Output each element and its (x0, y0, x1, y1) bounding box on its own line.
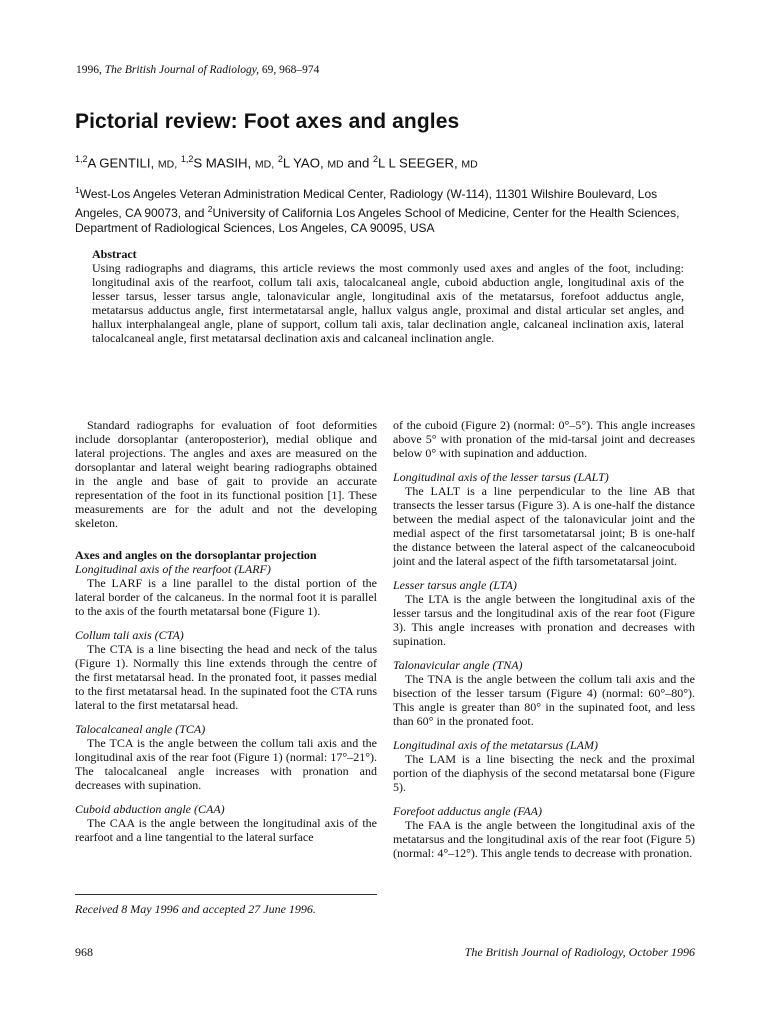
author-degree: MD (327, 158, 344, 171)
affiliations (75, 183, 695, 236)
paragraph: The FAA is the angle between the longitudinal axis of the metatarsus and the longitudinal axis of the rear foot (Figure 5) (normal: 4°–12°). This angle tends to decrease with pronation. (393, 818, 695, 860)
author-sup: 2 (277, 154, 283, 164)
citation-line (76, 64, 319, 76)
author-name: L YAO, (282, 155, 324, 171)
affiliation-text: West-Los Angeles Veteran Administration Medical Center, Radiology (W-114), 11301 Wilshire Boulevard, Los Angeles, CA 90073, and (75, 187, 658, 220)
citation-journal: The British Journal of Radiology, (104, 64, 260, 76)
paragraph: The CTA is a line bisecting the head and neck of the talus (Figure 1). Normally this line extends through the centre of the first metatarsal head. In the pronated foot, it passes medial to the first metatarsal head. In the supinated foot the CTA runs lateral to the first metatarsal head. (75, 642, 377, 712)
subsection-heading: Longitudinal axis of the metatarsus (LAM) (393, 738, 598, 752)
author-degree: MD, (254, 158, 275, 171)
subsection-heading: Collum tali axis (CTA) (75, 628, 184, 642)
paragraph: The LAM is a line bisecting the neck and the proximal portion of the diaphysis of the second metatarsal bone (Figure 5). (393, 752, 695, 794)
author-sup: 1,2 (75, 154, 88, 164)
subsection-heading: Lesser tarsus angle (LTA) (393, 578, 517, 592)
received-date: Received 8 May 1996 and accepted 27 June 1996. (75, 902, 316, 916)
subsection-heading: Cuboid abduction angle (CAA) (75, 802, 225, 816)
abstract-text: Using radiographs and diagrams, this article reviews the most commonly used axes and angles of the foot, including: longitudinal axis of the rearfoot, collum tali axis, talocalcaneal angle, cuboid abduction angle, longitudinal axis of the lesser tarsus, lesser tarsus angle, talonavicular angle, longitudinal axis of the metatarsus, forefoot adductus angle, metatarsus adductus angle, first intermetatarsal angle, hallux valgus angle, proximal and distal articular set angles, and hallux interphalangeal angle, plane of support, collum tali axis, talar declination angle, calcaneal inclination axis, lateral talocalcaneal angle, first metatarsal declination axis and calcaneal inclination angle. (92, 261, 684, 345)
subsection-heading: Forefoot adductus angle (FAA) (393, 804, 542, 818)
left-column (75, 418, 377, 844)
citation-volume: 69, 968–974 (261, 64, 320, 76)
subsection-heading: Longitudinal axis of the lesser tarsus (LALT) (393, 470, 609, 484)
paragraph: The TCA is the angle between the collum tali axis and the longitudinal axis of the rear foot (Figure 1) (normal: 17°–21°). The talocalcaneal angle increases with pronation and decreases with supination. (75, 736, 377, 792)
subsection-heading: Longitudinal axis of the rearfoot (LARF) (75, 562, 271, 576)
paragraph: The CAA is the angle between the longitudinal axis of the rearfoot and a line tangential to the lateral surface (75, 816, 377, 844)
paragraph: The LARF is a line parallel to the distal portion of the lateral border of the calcaneus. In the normal foot it is parallel to the axis of the fourth metatarsal bone (Figure 1). (75, 576, 377, 618)
section-heading: Axes and angles on the dorsoplantar projection (75, 548, 317, 562)
author-name: S MASIH, (193, 155, 252, 171)
footnote-divider (75, 894, 377, 895)
paragraph: The LTA is the angle between the longitudinal axis of the lesser tarsus and the longitudinal axis of the rear foot (Figure 3). This angle increases with pronation and decreases with supination. (393, 592, 695, 648)
intro-paragraph: Standard radiographs for evaluation of foot deformities include dorsoplantar (anteroposterior), medial oblique and lateral projections. The angles and axes are measured on the dorsoplantar and lateral weight bearing radiographs obtained in the angle and base of gait to provide an accurate representation of the foot in its functional position [1]. These measurements are for the adult and not the developing skeleton. (75, 418, 377, 530)
author-line (75, 154, 478, 170)
paragraph: The TNA is the angle between the collum tali axis and the bisection of the lesser tarsum (Figure 4) (normal: 60°–80°). This angle is greater than 80° in the supinated foot, and less than 60° in the pronated foot. (393, 672, 695, 728)
affiliation-text: University of California Los Angeles School of Medicine, Center for the Health Sciences, Department of Radiological Sciences, Los Angeles, CA 90095, USA (75, 206, 680, 235)
author-sup: 2 (373, 154, 379, 164)
author-sup: 1,2 (180, 154, 194, 164)
abstract (92, 247, 684, 345)
paragraph-continued: of the cuboid (Figure 2) (normal: 0°–5°). This angle increases above 5° with pronation of the mid-tarsal joint and decreases below 0° with supination and adduction. (393, 418, 695, 460)
affiliation-sup: 2 (207, 204, 213, 214)
affiliation-sup: 1 (75, 185, 80, 195)
article-title: Pictorial review: Foot axes and angles (75, 110, 460, 133)
author-degree: MD (461, 158, 478, 171)
subsection-heading: Talonavicular angle (TNA) (393, 658, 523, 672)
author-name: L L SEEGER, (378, 155, 458, 171)
citation-year: 1996, (76, 64, 102, 76)
author-name: A GENTILI, (87, 155, 155, 171)
author-degree: MD, (157, 158, 178, 171)
paragraph: The LALT is a line perpendicular to the line AB that transects the lesser tarsus (Figure 3). A is one-half the distance between the medial aspect of the talonavicular joint and the medial aspect of the first tarsometatarsal joint; B is one-half the distance between the lateral aspect of the calcaneocuboid joint and the lateral aspect of the fifth tarsometatarsal joint. (393, 484, 695, 568)
abstract-heading: Abstract (92, 247, 137, 261)
subsection-heading: Talocalcaneal angle (TCA) (75, 722, 206, 736)
footer-journal: The British Journal of Radiology, October 1996 (464, 945, 695, 959)
right-column (393, 418, 695, 860)
author-conjunction: and (347, 155, 370, 171)
page-number: 968 (75, 945, 93, 959)
